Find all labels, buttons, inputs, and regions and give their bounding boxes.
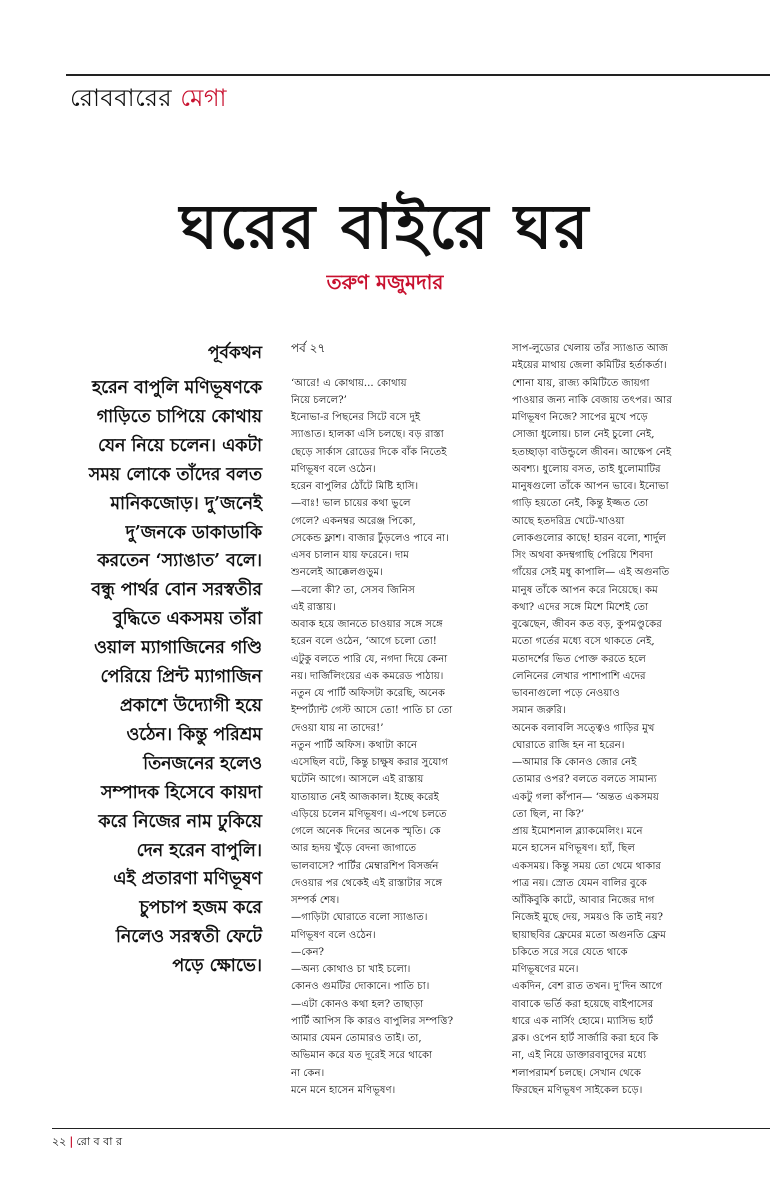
preface-line: গাড়িতে চাপিয়ে কোথায় xyxy=(96,406,262,427)
preface-line: যেন নিয়ে চলেন। একটা xyxy=(97,435,262,456)
body-line: এড়িয়ে চলেন মণিভূষণ। এ-পথে চলতে xyxy=(291,808,447,820)
body-line: গাঁয়ের সেই মধু কাপালি— এই অগুনতি xyxy=(512,567,670,579)
body-line: নতুন যে পার্টি অফিসটা করেছি, অনেক xyxy=(291,688,446,699)
article-title: ঘরের বাইরে ঘর xyxy=(179,190,591,263)
body-line xyxy=(291,357,499,374)
preface-line: ওয়াল ম্যাগাজিনের গণ্ডি xyxy=(94,638,262,659)
body-line: আঁকিবুকি কাটে, আবার নিজের দাগ xyxy=(512,895,655,906)
body-line: তো ছিল, না কি?’ xyxy=(512,808,585,820)
body-line: গেলে? একনম্বর অরেঞ্জ পিকো, xyxy=(291,515,416,527)
preface-line: এই প্রতারণা মণিভূষণ xyxy=(113,869,262,890)
body-line: একটু গলা কাঁপান— ‘অন্তত একসময় xyxy=(512,791,659,803)
preface-line: পেরিয়ে প্রিন্ট ম্যাগাজিন xyxy=(100,667,262,688)
footer-rule xyxy=(52,1128,770,1129)
body-line: মইয়ের মাথায় জেলা কমিটির হর্তাকর্তা। xyxy=(512,360,667,372)
body-line: চকিতে সরে সরে যেতে থাকে xyxy=(512,946,628,958)
body-line: হতচ্ছাড়া বাউন্ডুলে জীবন। আক্ষেপ নেই xyxy=(512,446,672,458)
body-line: আর হৃদয় খুঁড়ে বেদনা জাগাতে xyxy=(291,843,417,855)
body-line: নয়। দার্জিলিংয়ের এক কমরেড পাঠায়। xyxy=(291,670,444,682)
preface-line: হরেন বাপুলি মণিভূষণকে xyxy=(91,378,262,398)
body-line: গাড়ি হয়তো নেই, কিন্তু ইজ্জত তো xyxy=(512,498,649,510)
body-line: নিজেই মুছে দেয়, সময়ও কি তাই নয়? xyxy=(512,912,663,924)
body-line: ভালবাসে? পার্টির মেম্বারশিপ বিসর্জন xyxy=(291,860,439,872)
section-label-red: মেগা xyxy=(180,84,228,112)
body-line: শোনা যায়, রাজ্য কমিটিতে জায়গা xyxy=(512,377,650,389)
body-line: অভিমান করে যত দূরেই সরে থাকো xyxy=(291,1050,433,1062)
preface-line: করে নিজের নাম ঢুকিয়ে xyxy=(98,811,262,832)
page-number: ২২ xyxy=(52,1135,67,1148)
body-line: এসেছিল বটে, কিন্তু চাক্ষুষ করার সুযোগ xyxy=(291,757,448,768)
body-line: সাপ-লুডোর খেলায় তাঁর স্যাঙাত আজ xyxy=(512,343,669,354)
body-line: ফিরছেন মণিভূষণ সাইকেল চড়ে। xyxy=(512,1084,643,1096)
body-line: —গাড়িটা ঘোরাতে বলো স্যাঙাত। xyxy=(291,912,428,924)
preface-line: করতেন ‘স্যাঙাত’ বলে। xyxy=(97,551,262,572)
body-line: ছায়াছবির ফ্রেমের মতো অগুনতি ফ্রেম xyxy=(512,929,666,941)
body-line: যাতায়াত নেই আজকাল। ইচ্ছে করেই xyxy=(291,791,439,803)
body-line: ‘আরে! এ কোথায়... কোথায় xyxy=(291,377,407,389)
section-label-black: রোববারের xyxy=(70,84,181,112)
body-line: সমান জরুরি। xyxy=(512,705,566,717)
body-line: হরেন বাপুলির ঠোঁটে মিষ্টি হাসি। xyxy=(291,481,419,492)
body-line: বাবাকে ভর্তি করা হয়েছে বাইপাসের xyxy=(512,998,654,1010)
body-line: মণিভূষণ বলে ওঠেন। xyxy=(291,929,376,941)
body-line: অবশ্য। ধুলোয় বসত, তাই ধুলোমাটির xyxy=(512,463,661,475)
preface-line: সময় লোকে তাঁদের বলত xyxy=(88,464,262,485)
folio-separator: | xyxy=(69,1135,74,1148)
body-line: হরেন বলে ওঠেন, ‘আগে চলো তো! xyxy=(291,636,437,648)
body-line: মণিভূষণ নিজে? সাপের মুখে পড়ে xyxy=(512,412,648,423)
preface-line: দু’জনকে ডাকাডাকি xyxy=(125,522,262,543)
preface-line: বন্ধু পার্থর বোন সরস্বতীর xyxy=(91,580,262,601)
body-line: পার্টি আপিস কি কারও বাপুলির সম্পত্তি? xyxy=(291,1015,454,1027)
preface-line: চুপচাপ হজম করে xyxy=(139,898,262,919)
body-line: ঘটেনি আগে। আসলে এই রাস্তায় xyxy=(291,774,424,786)
body-line: মণিভূষণ বলে ওঠেন। xyxy=(291,463,376,475)
body-line: দেওয়ার পর থেকেই এই রাস্তাটার সঙ্গে xyxy=(291,877,443,889)
article-author: তরুণ মজুমদার xyxy=(326,270,444,294)
body-line: মতো গর্তের মধ্যে বসে থাকতে নেই, xyxy=(512,636,655,648)
body-line: সিং অথবা কদম্বগাছি পেরিয়ে শিবদা xyxy=(512,550,653,561)
body-line: স্যাঙাত। হালকা এসি চলছে। বড় রাস্তা xyxy=(291,429,444,441)
body-line: সেকেন্ড ফ্লাশ। বাজার ঢুঁড়লেও পাবে না। xyxy=(291,532,449,544)
body-line: ব্লক। ওপেন হার্ট সার্জারি করা হবে কি xyxy=(512,1033,659,1044)
preface-line: তিনজনের হলেও xyxy=(143,753,262,774)
body-line: মনে মনে হাসেন মণিভূষণ। xyxy=(291,1084,396,1096)
preface-line: বুদ্ধিতে একসময় তাঁরা xyxy=(112,609,262,630)
preface-line: নিলেও সরস্বতী ফেটে xyxy=(115,927,262,948)
body-line: মণিভূষণের মনে। xyxy=(512,964,579,975)
body-line: তোমার ওপর? বলতে বলতে সামান্য xyxy=(512,774,657,786)
body-line: মানুষ তাঁকে আপন করে নিয়েছে। কম xyxy=(512,584,658,596)
body-line: গেলে অনেক দিনের অনেক স্মৃতি। কে xyxy=(291,826,441,837)
body-column-3 xyxy=(512,340,724,1099)
preface-summary xyxy=(52,374,262,981)
header-rule xyxy=(66,74,770,76)
body-line: আমার যেমন তোমারও তাই। তা, xyxy=(291,1033,422,1044)
body-line: পাওয়ার জন্য নাকি বেজায় তৎপর। আর xyxy=(512,394,672,406)
body-line: না, এই নিয়ে ডাক্তারবাবুদের মধ্যে xyxy=(512,1050,647,1062)
body-line: শুনলেই আক্কেলগুড়ুম। xyxy=(291,567,383,579)
preface-line: দেন হরেন বাপুলি। xyxy=(136,840,262,861)
body-line: অবাক হয়ে জানতে চাওয়ার সঙ্গে সঙ্গে xyxy=(291,619,443,630)
body-line: মনে হাসেন মণিভূষণ। হ্যাঁ, ছিল xyxy=(512,843,635,855)
body-line: শলাপরামর্শ চলছে। সেখান থেকে xyxy=(512,1067,641,1079)
body-line: মতাদর্শের ভিত পোক্ত করতে হলে xyxy=(512,653,646,665)
body-line: লোকগুলোর কাছে! হারন বলো, শার্দুল xyxy=(512,532,666,544)
body-line: সম্পর্ক শেষ। xyxy=(291,895,340,906)
body-line: —বাঃ! ভাল চায়ের কথা ভুলে xyxy=(291,498,411,510)
body-line: দেওয়া যায় না তাদের!’ xyxy=(291,722,384,734)
body-line: ছেড়ে সার্কাস রোডের দিকে বাঁক নিতেই xyxy=(291,446,447,458)
body-line: একদিন, বেশ রাত তখন। দু’দিন আগে xyxy=(512,981,663,993)
body-line: বুঝেছেন, জীবন কত বড়, কুপমণ্ডুকের xyxy=(512,619,662,630)
body-line: ধারে এক নার্সিং হোমে। ম্যাসিভ হার্ট xyxy=(512,1015,653,1027)
body-line: —অন্য কোথাও চা খাই চলো। xyxy=(291,964,411,975)
body-line: একসময়। কিন্তু সময় তো থেমে থাকার xyxy=(512,860,662,872)
body-line: —এটা কোনও কথা হল? তাছাড়া xyxy=(291,998,424,1010)
preface-line: মানিকজোড়। দু’জনেই xyxy=(110,493,262,514)
body-line: —আমার কি কোনও জোর নেই xyxy=(512,757,637,768)
body-line: পর্ব ২৭ xyxy=(291,341,326,355)
preface-line: সম্পাদক হিসেবে কায়দা xyxy=(101,782,262,803)
preface-line: পড়ে ক্ষোভে। xyxy=(172,956,262,977)
body-line: লেনিনের লেখার পাশাপাশি এদের xyxy=(512,670,646,682)
body-line: ইনোভা-র পিছনের সিটে বসে দুই xyxy=(291,412,421,423)
body-line: না কেন। xyxy=(291,1067,325,1079)
preface-heading: পূর্বকথন xyxy=(207,343,262,363)
body-line: প্রায় ইমোশনাল ব্ল্যাকমেলিং। মনে xyxy=(512,826,643,837)
body-line: ভাবনাগুলো পড়ে নেওয়াও xyxy=(512,688,620,699)
body-line: এই রাস্তায়। xyxy=(291,601,336,613)
body-line: আছে হতদরিদ্র খেটে-খাওয়া xyxy=(512,515,625,527)
body-line: নতুন পার্টি অফিস। কথাটা কানে xyxy=(291,739,418,751)
magazine-name: রো ব বা র xyxy=(76,1135,123,1148)
body-line: মানুষগুলো তাঁকে আপন ভাবে। ইনোভা xyxy=(512,481,669,492)
body-line: ঘোরাতে রাজি হন না হরেন। xyxy=(512,739,625,751)
body-line: —কেন? xyxy=(291,946,324,958)
body-line: পাত্র নয়। স্রোত যেমন বালির বুকে xyxy=(512,877,647,889)
body-line: অনেক বলাবলি সত্ত্বেও গাড়ির মুখ xyxy=(512,722,655,734)
body-line: এটুকু বলতে পারি যে, নগদা দিয়ে কেনা xyxy=(291,653,448,665)
body-line: ইম্পর্ট্যান্ট গেস্ট আসে তো! পাতি চা তো xyxy=(291,705,453,717)
folio xyxy=(52,1133,122,1152)
body-line: —বলো কী? তা, সেসব জিনিস xyxy=(291,584,415,596)
body-column-2 xyxy=(291,340,499,1099)
body-line: কথা? এদের সঙ্গে মিশে মিশেই তো xyxy=(512,601,649,613)
body-line: নিয়ে চললে?’ xyxy=(291,394,347,406)
body-line: কোনও গুমটির দোকানে। পাতি চা। xyxy=(291,981,430,993)
section-label xyxy=(70,80,227,120)
body-line: এসব চালান যায় ফরেনে। দাম xyxy=(291,550,409,561)
preface-line: প্রকাশে উদ্যোগী হয়ে xyxy=(119,695,262,716)
body-line: সোজা ধুলোয়। চাল নেই চুলো নেই, xyxy=(512,429,655,441)
preface-line: ওঠেন। কিন্তু পরিশ্রম xyxy=(126,724,262,745)
